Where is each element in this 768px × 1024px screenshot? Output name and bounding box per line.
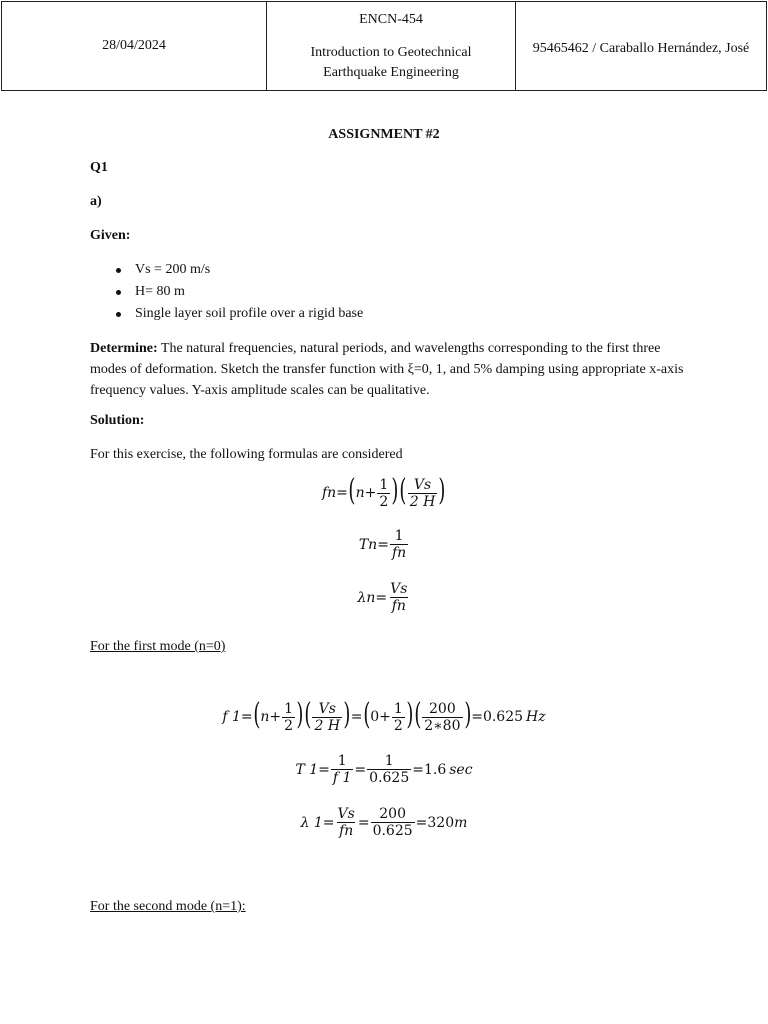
determine-text: The natural frequencies, natural periods, and wavelengths corresponding to the first three modes of deformation. Sketch the transfer function with ξ=0, 1, and 5% damping using appropriate x-axis frequency values. Y-axis amplitude scales can be qualitative. [90,341,684,398]
list-item: Vs = 200 m/s [90,259,363,281]
formula-lambda1: λ 1= $\frac{Vs}{fn}$ = $\frac{200}{0.625}$ =320 m [300,806,468,839]
formula-t1: T 1= $\frac{1}{f 1}$ = $\frac{1}{0.625}$ =1.6 sec [295,753,473,786]
formula-fn: fn= ( n + $\frac{1}{2}$ ) ( $\frac{Vs}{2 H}$ ) [321,473,446,510]
given-list [90,259,363,325]
mode1-heading: For the first mode (n=0) [90,639,226,654]
part-label: a) [90,194,102,209]
header-table [1,1,767,91]
formula-lambda: λn= $\frac{Vs}{fn}$ [357,581,408,614]
determine-paragraph [90,338,690,401]
header-course [267,2,516,91]
formula-tn: Tn= $\frac{1}{fn}$ [358,528,407,561]
determine-label: Determine: [90,341,158,356]
course-name-line2: Earthquake Engineering [323,65,459,80]
mode2-heading: For the second mode (n=1): [90,899,246,914]
question-label: Q1 [90,160,108,175]
course-name-line1: Introduction to Geotechnical [310,45,472,60]
solution-label: Solution: [90,413,145,428]
list-item: Single layer soil profile over a rigid base [90,303,363,325]
list-item: H= 80 m [90,281,363,303]
given-label: Given: [90,228,131,243]
intro-text: For this exercise, the following formulas are considered [90,447,403,462]
course-code: ENCN-454 [359,12,423,27]
header-date: 28/04/2024 [2,2,267,91]
header-student: 95465462 / Caraballo Hernández, José [516,2,767,91]
formula-f1: f 1= ( n + $\frac{1}{2}$ ) ( $\frac{Vs}{2 H}$ ) = ( 0 + $\frac{1}{2}$ ) ( $\frac{200}{2∗80}$ ) =0.625 Hz [222,697,546,734]
page-title: ASSIGNMENT #2 [328,127,440,142]
